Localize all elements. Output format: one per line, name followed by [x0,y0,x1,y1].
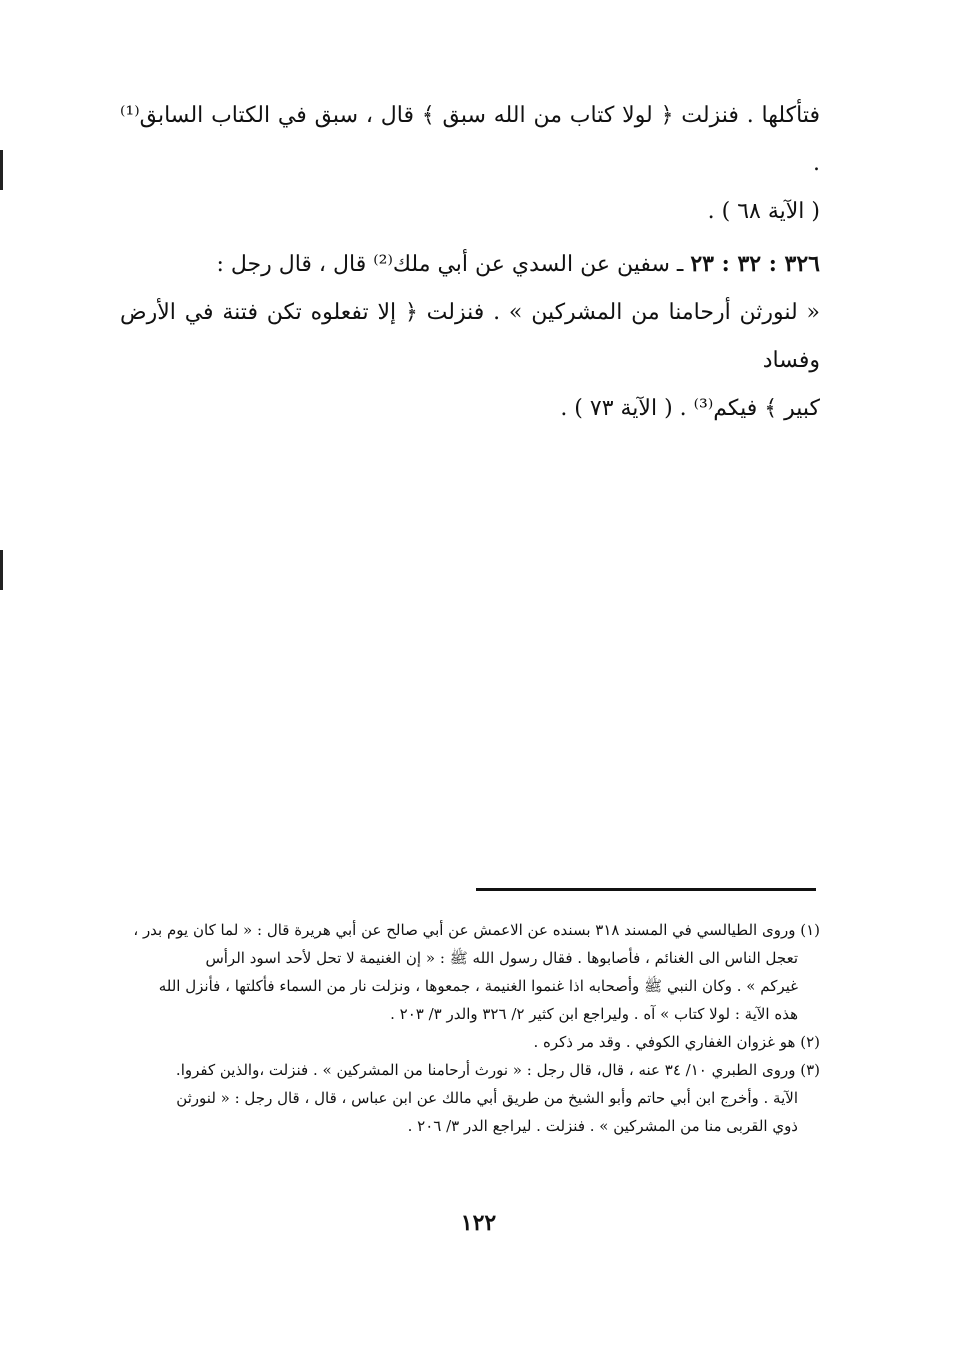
main-text [120,92,820,433]
entry-text: ـ سفين عن السدي عن أبي ملك⁽²⁾ قال ، قال رجل : [216,252,691,277]
main-line: « لنورثن أرحامنا من المشركين » . فنزلت ﴿ إلا تفعلوه تكن فتنة في الأرض وفساد [120,300,820,373]
footnotes [120,916,820,1140]
main-line [120,240,820,289]
footnote-separator [476,888,816,891]
footnote-line: الآية . وأخرج ابن أبي حاتم وأبو الشيخ من طريق أبي مالك عن ابن عباس ، قال ، قال رجل : « لنورثن [176,1089,798,1107]
main-line: فتأكلها . فنزلت ﴿ لولا كتاب من الله سبق ﴾ قال ، سبق في الكتاب السابق⁽¹⁾ . [120,103,820,176]
footnote-line: تعجل الناس الى الغنائم ، فأصابوها . فقال رسول الله ﷺ : « إن الغنيمة لا تحل لأحد اسود الرأس [205,949,798,967]
scan-edge-mark [0,150,3,190]
footnote-line: غيركم » . وكان النبي ﷺ وأصحابه اذا غنموا الغنيمة ، جمعوها ، ونزلت نار من السماء فأكلتها ، فأنزل الله [158,977,798,995]
footnote-line: (٢) هو غزوان الغفاري الكوفي . وقد مر ذكره . [533,1033,820,1051]
footnote-line: ذوي القربى منا من المشركين » . فنزلت . ليراجع الدر ٣/ ٢٠٦ . [407,1117,798,1135]
footnote-line: (٣) وروى الطبري ١٠/ ٣٤ عنه ، قال، قال رجل : « نورث أرحامنا من المشركين » . فنزلت ،والذين كفروا. [175,1061,820,1079]
main-line: كبير ﴾ فيكم⁽³⁾ . ( الآية ٧٣ ) . [560,396,820,421]
footnote-line: هذه الآية : لولا كتاب » آه . وليراجع ابن كثير ٢/ ٣٢٦ والدر ٣/ ٢٠٣ . [390,1005,798,1023]
entry-number: ٣٢٦ : ٣٢ : ٢٣ [690,251,820,277]
main-line: ( الآية ٦٨ ) . [707,199,820,224]
page-number: ١٢٢ [460,1210,497,1236]
scan-edge-mark [0,550,3,590]
footnote-line: (١) وروى الطيالسي في المسند ٣١٨ بسنده عن الاعمش عن أبي صالح عن أبي هريرة قال : « لما كان يوم بدر ، [133,921,820,939]
